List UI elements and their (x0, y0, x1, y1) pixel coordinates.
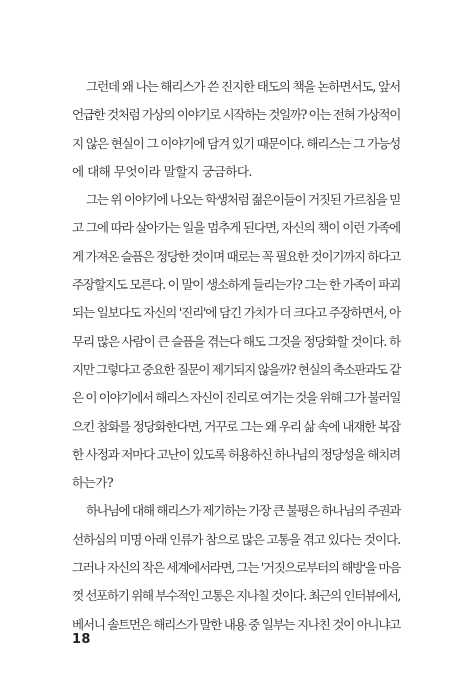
text-line: 선하심의 미명 아래 인류가 참으로 많은 고통을 겪고 있다는 것이다. (72, 531, 400, 547)
text-line: 언급한 것처럼 가상의 이야기로 시작하는 것일까? 이는 전혀 가상적이 (72, 107, 400, 123)
text-line: 무리 많은 사람이 큰 슬픔을 겪는다 해도 그것을 정당화할 것이다. 하 (72, 333, 400, 349)
text-line: 으킨 참화를 정당화한다면, 거꾸로 그는 왜 우리 삶 속에 내재한 복잡 (72, 418, 400, 434)
text-line: 되는 일보다도 자신의 '진리'에 담긴 가치가 더 크다고 주장하면서, 아 (72, 305, 400, 321)
text-line: 베서니 솔트먼은 해리스가 말한 내용 중 일부는 지나친 것이 아니냐고 (72, 616, 400, 632)
page-number: 18 (72, 632, 91, 647)
text-line: 지 않은 현실이 그 이야기에 담겨 있기 때문이다. 해리스는 그 가능성 (72, 135, 400, 151)
text-line: 그는 위 이야기에 나오는 학생처럼 젊은이들이 거짓된 가르침을 믿 (86, 192, 400, 208)
text-line: 게 가져온 슬픔은 정당한 것이며 때로는 꼭 필요한 것이기까지 하다고 (72, 248, 400, 264)
text-line: 은 이 이야기에서 해리스 자신이 진리로 여기는 것을 위해 그가 불러일 (72, 390, 400, 406)
paragraph-1 (72, 73, 400, 186)
text-line: 껏 선포하기 위해 부수적인 고통은 지나칠 것이다. 최근의 인터뷰에서, (72, 588, 400, 604)
text-line: 에 대해 무엇이라 말할지 궁금하다. (72, 163, 252, 179)
text-line: 한 사정과 저마다 고난이 있도록 허용하신 하나님의 정당성을 해치려 (72, 446, 400, 462)
text-line: 주장할지도 모른다. 이 말이 생소하게 들리는가? 그는 한 가족이 파괴 (72, 277, 400, 293)
paragraph-3 (72, 497, 400, 638)
body-text (72, 73, 400, 639)
text-line: 하는가? (72, 475, 114, 491)
paragraph-2 (72, 186, 400, 497)
text-line: 하나님에 대해 해리스가 제기하는 가장 큰 불평은 하나님의 주권과 (86, 503, 400, 519)
text-line: 고 그에 따라 살아가는 일을 멈추게 된다면, 자신의 책이 이런 가족에 (72, 220, 400, 236)
text-line: 그러나 자신의 작은 세계에서라면, 그는 '거짓으로부터의 해방'을 마음 (72, 560, 400, 576)
text-line: 그런데 왜 나는 해리스가 쓴 진지한 태도의 책을 논하면서도, 앞서 (86, 79, 400, 94)
text-line: 지만 그렇다고 중요한 질문이 제기되지 않을까? 현실의 축소판과도 같 (72, 361, 400, 377)
